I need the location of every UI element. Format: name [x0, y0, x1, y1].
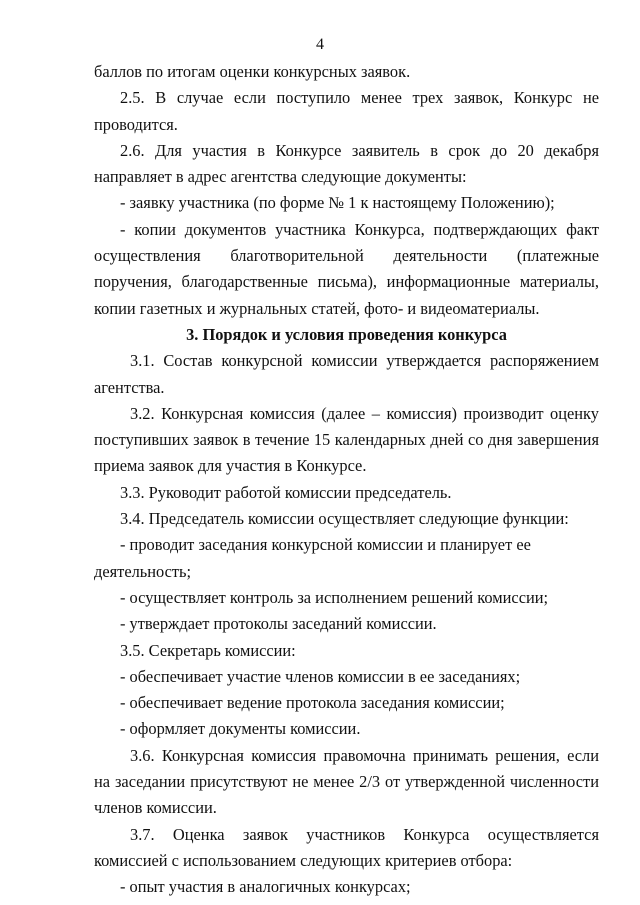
- paragraph-continuation: баллов по итогам оценки конкурсных заявок.: [94, 62, 411, 81]
- paragraph-2-5: 2.5. В случае если поступило менее трех заявок, Конкурс не проводится.: [94, 88, 599, 134]
- list-item-application: - заявку участника (по форме № 1 к настоящему Положению);: [120, 193, 555, 213]
- page-number: 4: [316, 36, 324, 53]
- list-item-document-copies: - копии документов участника Конкурса, подтверждающих факт осуществления благотворительной деятельности (платежные поручения, благодарственные письма), информационные материалы, копии газетных и журнальных статей, фото- и видеоматериалы.: [94, 219, 599, 318]
- paragraph-3-2: 3.2. Конкурсная комиссия (далее – комиссия) производит оценку поступивших заявок в течение 15 календарных дней со дня завершения приема заявок для участия в Конкурсе.: [94, 403, 599, 476]
- list-item-secretary-documents: - оформляет документы комиссии.: [120, 719, 361, 739]
- section-heading: 3. Порядок и условия проведения конкурса: [186, 324, 507, 344]
- list-item-chair-protocols: - утверждает протоколы заседаний комиссии.: [120, 614, 437, 634]
- paragraph-3-7: 3.7. Оценка заявок участников Конкурса осуществляется комиссией с использованием следующих критериев отбора:: [94, 824, 599, 870]
- paragraph-3-4: 3.4. Председатель комиссии осуществляет следующие функции:: [120, 509, 569, 529]
- list-item-secretary-participation: - обеспечивает участие членов комиссии в ее заседаниях;: [120, 666, 521, 686]
- list-item-criteria-experience: - опыт участия в аналогичных конкурсах;: [120, 877, 411, 897]
- paragraph-3-3: 3.3. Руководит работой комиссии председатель.: [120, 482, 452, 502]
- paragraph-3-1: 3.1. Состав конкурсной комиссии утверждается распоряжением агентства.: [94, 351, 599, 397]
- paragraph-3-5: 3.5. Секретарь комиссии:: [120, 640, 296, 660]
- document-body: [94, 59, 599, 901]
- list-item-secretary-protocol: - обеспечивает ведение протокола заседания комиссии;: [120, 693, 505, 713]
- list-item-chair-control: - осуществляет контроль за исполнением решений комиссии;: [120, 587, 549, 607]
- paragraph-3-6: 3.6. Конкурсная комиссия правомочна принимать решения, если на заседании присутствуют не менее 2/3 от утвержденной численности членов комиссии.: [94, 745, 599, 818]
- list-item-chair-meetings: - проводит заседания конкурсной комиссии и планирует ее деятельность;: [94, 535, 531, 581]
- paragraph-2-6: 2.6. Для участия в Конкурсе заявитель в срок до 20 декабря направляет в адрес агентства следующие документы:: [94, 140, 599, 187]
